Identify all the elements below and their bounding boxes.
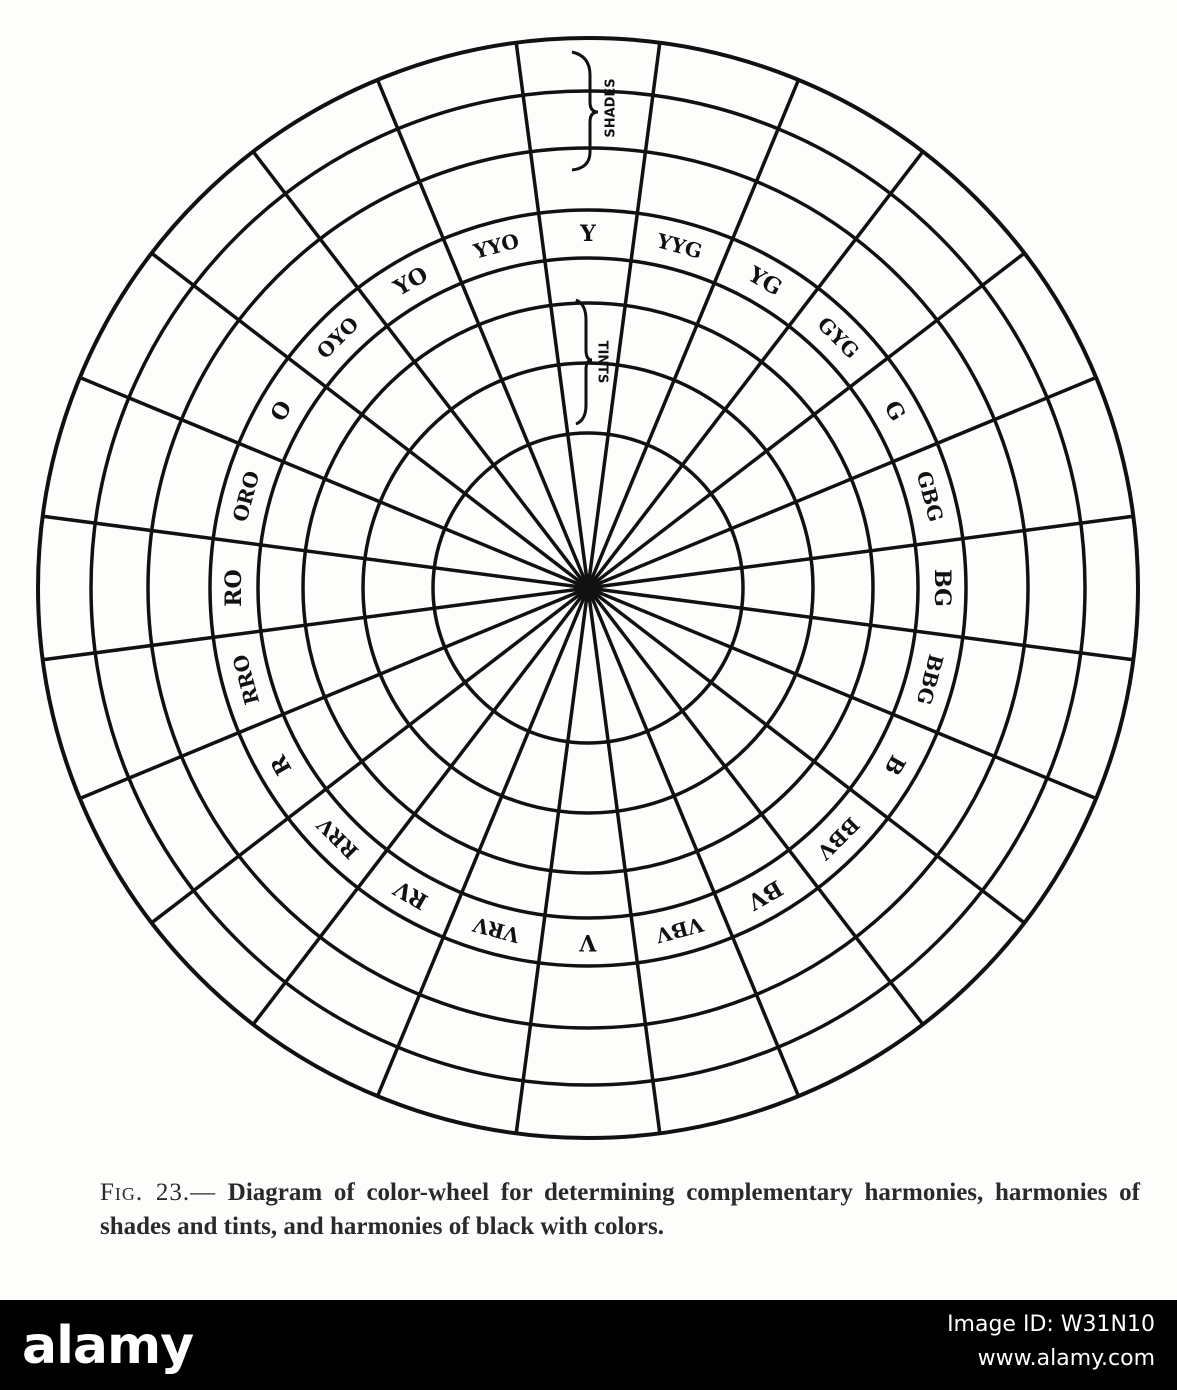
- alamy-logo: alamy: [22, 1316, 194, 1376]
- radial-spoke: [378, 80, 588, 588]
- shades-bracket: [572, 52, 598, 170]
- hue-label-oyo: OYO: [311, 311, 364, 364]
- figure-label: Fig. 23.—: [100, 1179, 217, 1206]
- hue-label-bbg: BBG: [911, 651, 949, 708]
- radial-spoke: [588, 378, 1096, 588]
- shades-label: SHADES: [603, 78, 619, 138]
- radial-spoke: [80, 378, 588, 588]
- hue-label-rro: RRO: [227, 652, 265, 708]
- hue-label-ro: RO: [221, 569, 247, 607]
- hue-label-v: V: [579, 929, 597, 955]
- hue-label-gyg: GYG: [812, 312, 864, 364]
- site-url: www.alamy.com: [977, 1346, 1155, 1371]
- hue-label-o: O: [265, 396, 298, 426]
- hue-label-yg: YG: [743, 261, 787, 302]
- radial-spoke: [588, 80, 798, 588]
- radial-spoke: [80, 588, 588, 798]
- tints-label: TINTS: [594, 340, 610, 384]
- radial-spoke: [588, 588, 1096, 798]
- hue-label-yyo: YYO: [471, 228, 522, 264]
- figure-caption: [100, 1176, 1140, 1244]
- hue-label-bbv: BBV: [812, 812, 865, 865]
- hue-label-g: G: [878, 396, 911, 426]
- watermark-footer: [0, 1300, 1177, 1390]
- center-dot: [579, 579, 597, 597]
- hue-label-b: B: [878, 750, 911, 780]
- hue-label-vrv: VRV: [470, 912, 523, 948]
- radial-spoke: [588, 588, 798, 1096]
- radial-spoke: [378, 588, 588, 1096]
- hue-label-bg: BG: [929, 569, 955, 607]
- hue-label-yo: YO: [389, 261, 433, 302]
- hue-label-r: R: [265, 750, 298, 780]
- hue-label-rv: RV: [389, 874, 433, 915]
- hue-label-gbg: GBG: [911, 468, 949, 525]
- image-id-block: [947, 1308, 1155, 1376]
- caption-text: Diagram of color-wheel for determining complementary harmonies, harmonies of shades and tints, and harmonies of black with colors.: [100, 1179, 1140, 1240]
- hue-label-vbv: VBV: [653, 912, 706, 948]
- image-id: Image ID: W31N10: [947, 1312, 1155, 1337]
- hue-label-y: Y: [580, 221, 596, 247]
- hue-label-yyg: YYG: [654, 228, 705, 264]
- hue-label-bv: BV: [743, 874, 787, 915]
- hue-label-oro: ORO: [227, 468, 265, 525]
- hue-label-rrv: RRV: [312, 812, 364, 864]
